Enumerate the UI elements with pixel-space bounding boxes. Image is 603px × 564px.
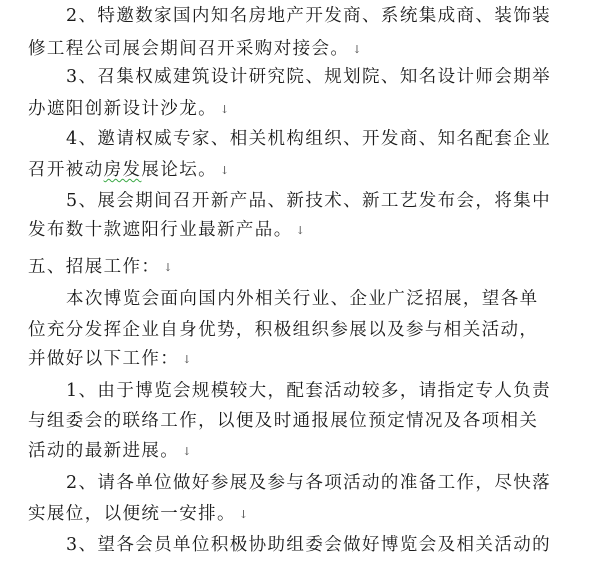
paragraph-2-line-2 [28, 34, 362, 64]
line-text: 1、由于博览会规模较大，配套活动较多，请指定专人负责 [66, 381, 552, 401]
line-text: 并做好以下工作： [28, 349, 180, 369]
line-text: 本次博览会面向国内外相关行业、企业广泛招展，望各单 [66, 289, 539, 309]
line-text: 召开被动 [28, 160, 104, 180]
item-2-line-1 [66, 468, 551, 498]
paragraph-5-line-1 [66, 186, 551, 216]
paragraph-2-line-1 [66, 1, 551, 31]
line-text: 位充分发挥企业自身优势，积极组织参展以及参与相关活动， [28, 320, 539, 340]
paragraph-3-line-1 [66, 62, 551, 92]
paragraph-mark-icon: ↓ [220, 164, 230, 177]
paragraph-mark-icon: ↓ [352, 43, 362, 56]
line-text: 3、望各会员单位积极协助组委会做好博览会及相关活动的 [66, 535, 552, 555]
section-heading-text: 五、招展工作： [28, 257, 161, 277]
line-text: 2、请各单位做好参展及参与各项活动的准备工作，尽快落 [66, 473, 552, 493]
paragraph-4-line-2 [28, 155, 229, 185]
line-text: 实展位，以便统一安排。 [28, 504, 236, 524]
paragraph-mark-icon: ↓ [182, 445, 192, 458]
paragraph-mark-icon: ↓ [163, 261, 173, 274]
intro-line-2 [28, 315, 538, 345]
line-text: 3、召集权威建筑设计研究院、规划院、知名设计师会期举 [66, 67, 552, 87]
item-1-line-1 [66, 376, 551, 406]
paragraph-3-line-2 [28, 94, 229, 124]
line-text: 办遮阳创新设计沙龙。 [28, 99, 217, 119]
line-text: 5、展会期间召开新产品、新技术、新工艺发布会，将集中 [66, 191, 552, 211]
line-text: 发布数十款遮阳行业最新产品。 [28, 220, 293, 240]
section-heading-5 [28, 252, 173, 282]
paragraph-mark-icon: ↓ [182, 353, 192, 366]
paragraph-5-line-2 [28, 215, 305, 245]
paragraph-mark-icon: ↓ [295, 224, 305, 237]
paragraph-mark-icon: ↓ [238, 508, 249, 521]
paragraph-4-line-1 [66, 124, 551, 154]
line-text: 修工程公司展会期间召开采购对接会。 [28, 39, 350, 59]
paragraph-mark-icon: ↓ [220, 103, 230, 116]
line-text: 与组委会的联络工作，以便及时通报展位预定情况及各项相关 [28, 411, 539, 431]
line-text: 2、特邀数家国内知名房地产开发商、系统集成商、装饰装 [66, 6, 552, 26]
item-1-line-3 [28, 436, 191, 466]
item-1-line-2 [28, 406, 538, 436]
item-2-line-2 [28, 499, 248, 529]
intro-line-3 [28, 344, 191, 374]
line-text: 展论坛。 [141, 160, 218, 180]
intro-line-1 [66, 284, 539, 314]
item-3-line-1 [66, 530, 551, 560]
spellcheck-underlined-text: 房发 [103, 160, 142, 180]
line-text: 活动的最新进展。 [28, 441, 180, 461]
line-text: 4、邀请权威专家、相关机构组织、开发商、知名配套企业 [66, 129, 552, 149]
